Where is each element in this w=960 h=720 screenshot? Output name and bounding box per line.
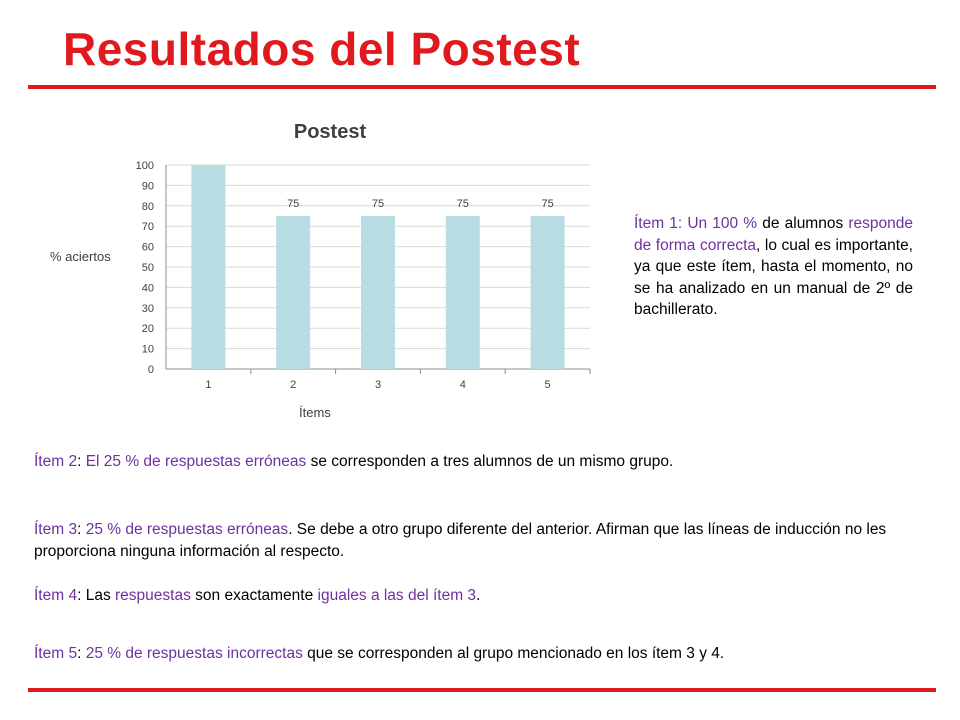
item2-text: se corresponden a tres alumnos de un mismo grupo. [306, 453, 674, 470]
item5-colon: : [77, 645, 86, 662]
item1-colon: : [677, 215, 688, 232]
y-tick-label: 70 [141, 221, 154, 234]
item3-note [34, 519, 914, 562]
y-tick-label: 40 [141, 282, 154, 295]
item1-text-b: , lo cual es importante, ya que este ítem, hasta el momento, no se ha analizado en un manual de 2º de bachillerato. [634, 236, 913, 318]
y-tick-label: 100 [135, 160, 154, 172]
y-axis-label: % aciertos [50, 249, 111, 264]
x-tick-label: 1 [205, 379, 212, 391]
x-tick-label: 5 [544, 379, 551, 391]
x-tick-label: 3 [374, 379, 382, 391]
y-tick-label: 30 [141, 302, 154, 315]
y-tick-label: 0 [147, 364, 154, 376]
y-tick-label: 60 [141, 241, 154, 254]
y-tick-label: 50 [141, 262, 154, 274]
item3-lead: Ítem 3 [34, 521, 78, 538]
item2-lead: Ítem 2 [34, 453, 78, 470]
item1-percent: Un 100 % [687, 215, 758, 232]
item3-colon: : [77, 521, 86, 538]
bar-item-4 [446, 216, 480, 369]
x-tick-label: 4 [459, 379, 466, 391]
item4-note [34, 585, 914, 607]
item1-text-a: de alumnos [757, 215, 849, 232]
y-tick-label: 90 [141, 180, 154, 193]
item4-colon: : [77, 587, 86, 604]
y-tick-label: 10 [141, 343, 154, 356]
top-divider [28, 85, 936, 89]
item4-text-a: Las [85, 587, 116, 604]
bar-item-5 [531, 216, 565, 369]
item1-highlight: responde de forma correcta [634, 215, 913, 254]
bar-item-3 [361, 216, 395, 369]
item4-highlight-b: iguales a las del ítem 3 [317, 587, 477, 604]
item4-highlight-a: respuestas [115, 587, 191, 604]
y-tick-label: 20 [141, 323, 154, 336]
y-tick-label: 80 [141, 200, 154, 213]
item1-note [634, 213, 913, 321]
data-label: 75 [371, 198, 385, 210]
item5-note [34, 643, 914, 665]
bottom-divider [28, 688, 936, 692]
data-label: 75 [541, 198, 554, 210]
item5-text: que se corresponden al grupo mencionado en los ítem 3 y 4. [302, 645, 725, 662]
item4-lead: Ítem 4 [34, 587, 78, 604]
item4-text-c: . [476, 587, 481, 604]
item2-colon: : [77, 453, 86, 470]
data-label: 75 [287, 198, 300, 210]
bar-item-2 [276, 216, 310, 369]
item3-text: . Se debe a otro grupo diferente del anterior. Afirman que las líneas de inducción no les proporciona ninguna información al respecto. [34, 521, 887, 560]
bar-item-1 [191, 165, 225, 369]
item5-highlight: 25 % de respuestas incorrectas [85, 645, 303, 662]
x-tick-label: 2 [290, 379, 297, 391]
chart-title: Postest [293, 121, 367, 143]
slide-title: Resultados del Postest [63, 23, 581, 75]
item5-lead: Ítem 5 [34, 645, 78, 662]
item4-text-b: son exactamente [190, 587, 318, 604]
postest-bar-chart [40, 108, 600, 428]
item2-note [34, 451, 914, 473]
item1-lead: Ítem 1 [634, 215, 678, 232]
x-axis-label: Ítems [299, 405, 331, 420]
item3-highlight: 25 % de respuestas erróneas [85, 521, 289, 538]
item2-highlight: El 25 % de respuestas erróneas [85, 453, 307, 470]
data-label: 75 [456, 198, 469, 210]
